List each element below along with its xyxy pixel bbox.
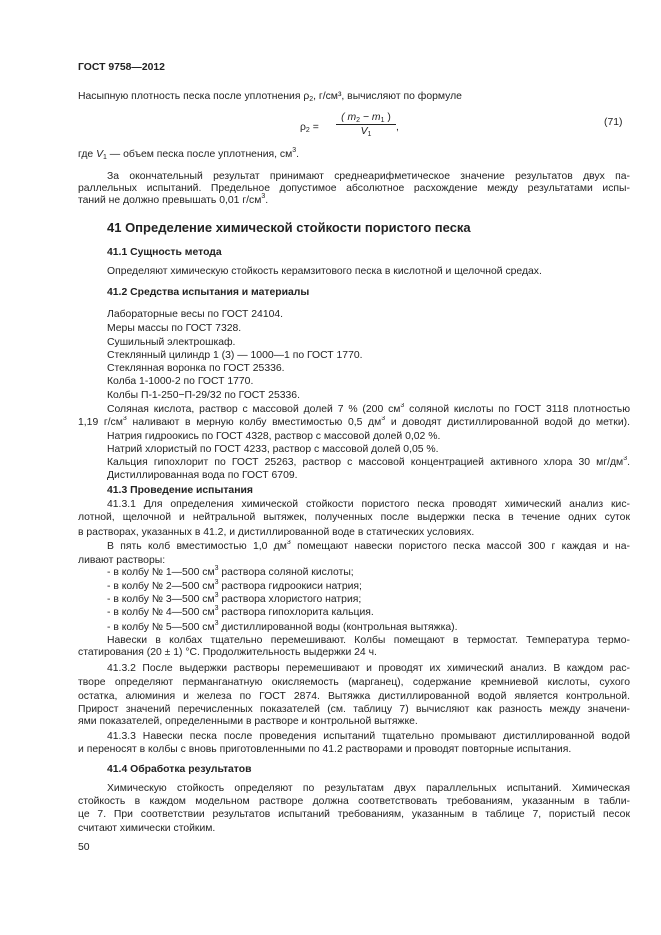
text-run: це 7. При соответствии результатов испытаний требованиям, указанным в таблице 7, пористый песок — [78, 809, 630, 820]
text-run: Дистиллированная вода по ГОСТ 6709. — [107, 470, 298, 481]
paragraph-line — [78, 822, 215, 836]
paragraph-line — [78, 90, 462, 104]
text-run: ями показателей, определенными в растворе и контрольной вытяжке. — [78, 716, 418, 727]
text-run: . — [265, 195, 269, 206]
subsection-heading — [107, 763, 252, 777]
materials-item — [107, 430, 440, 444]
text-run: 41 Определение химической стойкости пористого песка — [107, 220, 471, 235]
page-number — [78, 841, 90, 855]
text-run: 3 — [214, 605, 219, 612]
formula-rho: ρ — [300, 122, 306, 133]
text-run: — объем песка после уплотнения, см — [106, 149, 293, 160]
paragraph-line — [107, 498, 630, 512]
paragraph-line — [78, 526, 474, 540]
text-run: 3 — [292, 147, 297, 154]
materials-item — [107, 349, 363, 363]
paragraph-line — [78, 795, 630, 809]
materials-item — [107, 469, 298, 483]
paragraph-line — [107, 782, 630, 796]
materials-item — [107, 362, 285, 376]
text-run: ливают растворы: — [78, 555, 166, 566]
text-run: 41.2 Средства испытания и материалы — [107, 287, 310, 298]
text-run: раствора гипохлорита кальция. — [218, 607, 374, 618]
paragraph-line — [107, 265, 542, 279]
formula-sub: 2 — [305, 127, 310, 134]
formula-comma: , — [396, 122, 399, 133]
formula-sub: 1 — [380, 117, 385, 124]
text-run: Химическую стойкость определяют по результатам двух параллельных испытаний. Химическая — [107, 783, 630, 794]
materials-item — [107, 336, 235, 350]
text-run: В пять колб вместимостью 1,0 дм — [107, 541, 287, 552]
text-run: 3 — [214, 579, 219, 586]
text-run: 3 — [381, 416, 386, 422]
text-run: За окончательный результат принимают среднеарифметическое значение результатов двух па- — [107, 171, 630, 182]
text-run: дистиллированной воды (контрольная вытяжка). — [218, 622, 458, 633]
text-run: Натрия гидроокись по ГОСТ 4328, раствор с массовой долей 0,02 %. — [107, 431, 441, 442]
formula-m1: − m — [360, 112, 381, 123]
materials-item — [107, 389, 300, 403]
formula-denominator — [336, 125, 396, 137]
formula-fraction — [336, 112, 396, 137]
text-run: 41.3 Проведение испытания — [107, 485, 253, 496]
paragraph-line — [107, 662, 630, 676]
text-run: 41.3.1 Для определения химической стойкости пористого песка проводят химический анализ кис- — [107, 499, 630, 510]
text-run: Определяют химическую стойкость керамзитового песка в кислотной и щелочной средах. — [107, 266, 542, 277]
section-heading — [107, 220, 471, 236]
text-run: 3 — [122, 416, 127, 422]
text-run: статирования (20 ± 1) °С. Продолжительность выдержки 24 ч. — [78, 647, 377, 658]
text-run: . — [296, 149, 300, 160]
text-run: 41.3.2 После выдержки растворы перемешивают и проводят их химический анализ. В каждом рас- — [107, 663, 630, 674]
text-run: 3 — [261, 193, 266, 200]
text-run: где — [78, 149, 97, 160]
materials-item — [107, 456, 630, 470]
paragraph-line — [78, 511, 630, 525]
formula-m2: ( m — [341, 112, 357, 123]
text-run: 3 — [623, 456, 628, 462]
text-run: 3 — [214, 620, 219, 627]
text-run: Колбы П-1-250−П-29/32 по ГОСТ 25336. — [107, 390, 300, 401]
text-run: Колба 1-1000-2 по ГОСТ 1770. — [107, 376, 254, 387]
paragraph-line — [78, 148, 299, 162]
text-run: 50 — [78, 842, 90, 853]
text-run: Прирост значений перечисленных показателей (см. таблицу 7) вычисляют как разность между значени- — [78, 704, 630, 715]
text-run: V — [96, 149, 103, 160]
equation-number: (71) — [604, 117, 623, 128]
paragraph-line — [78, 690, 630, 704]
paragraph-line — [78, 743, 571, 757]
text-run: 3 — [214, 592, 219, 599]
text-run: Навески в колбах тщательно перемешивают. Колбы помещают в термостат. Температура термо- — [107, 635, 630, 646]
text-run: лотной, щелочной и нейтральной вытяжек, полученных после выдержки песка в течение одних суток — [78, 512, 630, 523]
text-run: раллельных испытаний. Предельное допустимое абсолютное расхождение между результатами испы- — [78, 183, 630, 194]
text-run: Кальция гипохлорит по ГОСТ 25263, раствор с массовой концентрацией активного хлора 30 мг/дм — [107, 457, 624, 468]
text-run: в растворах, указанных в 41.2, и дистиллированной воде в статических условиях. — [78, 527, 475, 538]
paragraph-line — [78, 194, 268, 208]
text-run: Стеклянная воронка по ГОСТ 25336. — [107, 363, 285, 374]
text-run: ГОСТ 9758—2012 — [78, 62, 165, 73]
formula-lhs — [300, 122, 319, 133]
text-run: - в колбу № 2—500 см — [107, 581, 215, 592]
text-run: 1 — [103, 154, 107, 161]
text-run: Стеклянный цилиндр 1 (3) — 1000—1 по ГОСТ 1770. — [107, 350, 363, 361]
text-run: 3 — [214, 565, 219, 572]
text-run: - в колбу № 3—500 см — [107, 594, 215, 605]
text-run: 41.1 Сущность метода — [107, 247, 222, 258]
text-run: Насыпную плотность песка после уплотнения ρ — [78, 91, 310, 102]
text-run: Натрий хлористый по ГОСТ 4233, раствор с массовой долей 0,05 %. — [107, 444, 439, 455]
materials-item — [107, 403, 630, 417]
text-run: помещают навески пористого песка массой 300 г каждая и на- — [290, 541, 630, 552]
text-run: 41.4 Обработка результатов — [107, 764, 252, 775]
text-run: 1,19 г/см — [78, 417, 123, 428]
paragraph-line — [78, 676, 630, 690]
text-run: 41.3.3 Навески песка после проведения испытаний тщательно промывают дистиллированной водой — [107, 731, 630, 742]
formula-equals: = — [309, 122, 319, 133]
subsection-heading — [107, 246, 222, 260]
text-run: - в колбу № 1—500 см — [107, 567, 215, 578]
text-run: Лабораторные весы по ГОСТ 24104. — [107, 309, 284, 320]
flask-item — [107, 593, 361, 607]
paragraph-line — [78, 646, 377, 660]
text-run: стойкость в каждом модельном растворе должна соответствовать требованиям, указанным в табли- — [78, 796, 630, 807]
formula-paren: ) — [384, 112, 391, 123]
text-run: считают химически стойким. — [78, 823, 216, 834]
flask-item — [107, 566, 354, 580]
subsection-heading — [107, 286, 309, 300]
text-run: Сушильный электрошкаф. — [107, 337, 236, 348]
materials-item — [107, 375, 253, 389]
text-run: соляной кислоты по ГОСТ 3118 плотностью — [404, 404, 630, 415]
paragraph-line — [107, 540, 630, 554]
text-run: . — [627, 457, 630, 468]
materials-item — [107, 443, 439, 457]
flask-item — [107, 580, 362, 594]
text-run: наливают в мерную колбу вместимостью 0,5 дм — [126, 417, 382, 428]
flask-item — [107, 606, 374, 620]
text-run: Соляная кислота, раствор с массовой долей 7 % (200 см — [107, 404, 401, 415]
formula-sub: 2 — [356, 117, 361, 124]
materials-item — [78, 416, 630, 430]
text-run: и переносят в колбы с вновь приготовленными по 41.2 растворами и проводят повторные испытания. — [78, 744, 572, 755]
text-run: остатка, алюминия и железа по ГОСТ 2874. Вытяжка дистиллированной водой является контрольной. — [78, 691, 630, 702]
formula-v: V — [360, 126, 368, 137]
subsection-heading — [107, 484, 253, 498]
materials-item — [107, 308, 283, 322]
text-run: , г/см³, вычисляют по формуле — [313, 91, 462, 102]
running-header — [78, 61, 165, 75]
paragraph-line — [78, 808, 630, 822]
text-run: творе определяют перманганатную окисляемость (марганец), содержание кремниевой кислоты, сухого — [78, 677, 630, 688]
formula-numerator — [336, 112, 396, 125]
formula-sub: 1 — [367, 131, 372, 138]
paragraph-line — [78, 715, 418, 729]
paragraph-line — [107, 730, 630, 744]
text-run: раствора хлористого натрия; — [218, 594, 362, 605]
text-run: и доводят дистиллированной водой до метки). — [385, 417, 630, 428]
flask-item — [107, 621, 457, 635]
text-run: Меры массы по ГОСТ 7328. — [107, 323, 242, 334]
text-run: 2 — [309, 96, 314, 103]
text-run: 3 — [400, 403, 405, 409]
text-run: таний не должно превышать 0,01 г/см — [78, 195, 262, 206]
text-run: 3 — [286, 540, 291, 546]
text-run: раствора соляной кислоты; — [218, 567, 354, 578]
text-run: - в колбу № 5—500 см — [107, 622, 215, 633]
materials-item — [107, 322, 241, 336]
text-run: - в колбу № 4—500 см — [107, 607, 215, 618]
text-run: раствора гидроокиси натрия; — [218, 581, 362, 592]
